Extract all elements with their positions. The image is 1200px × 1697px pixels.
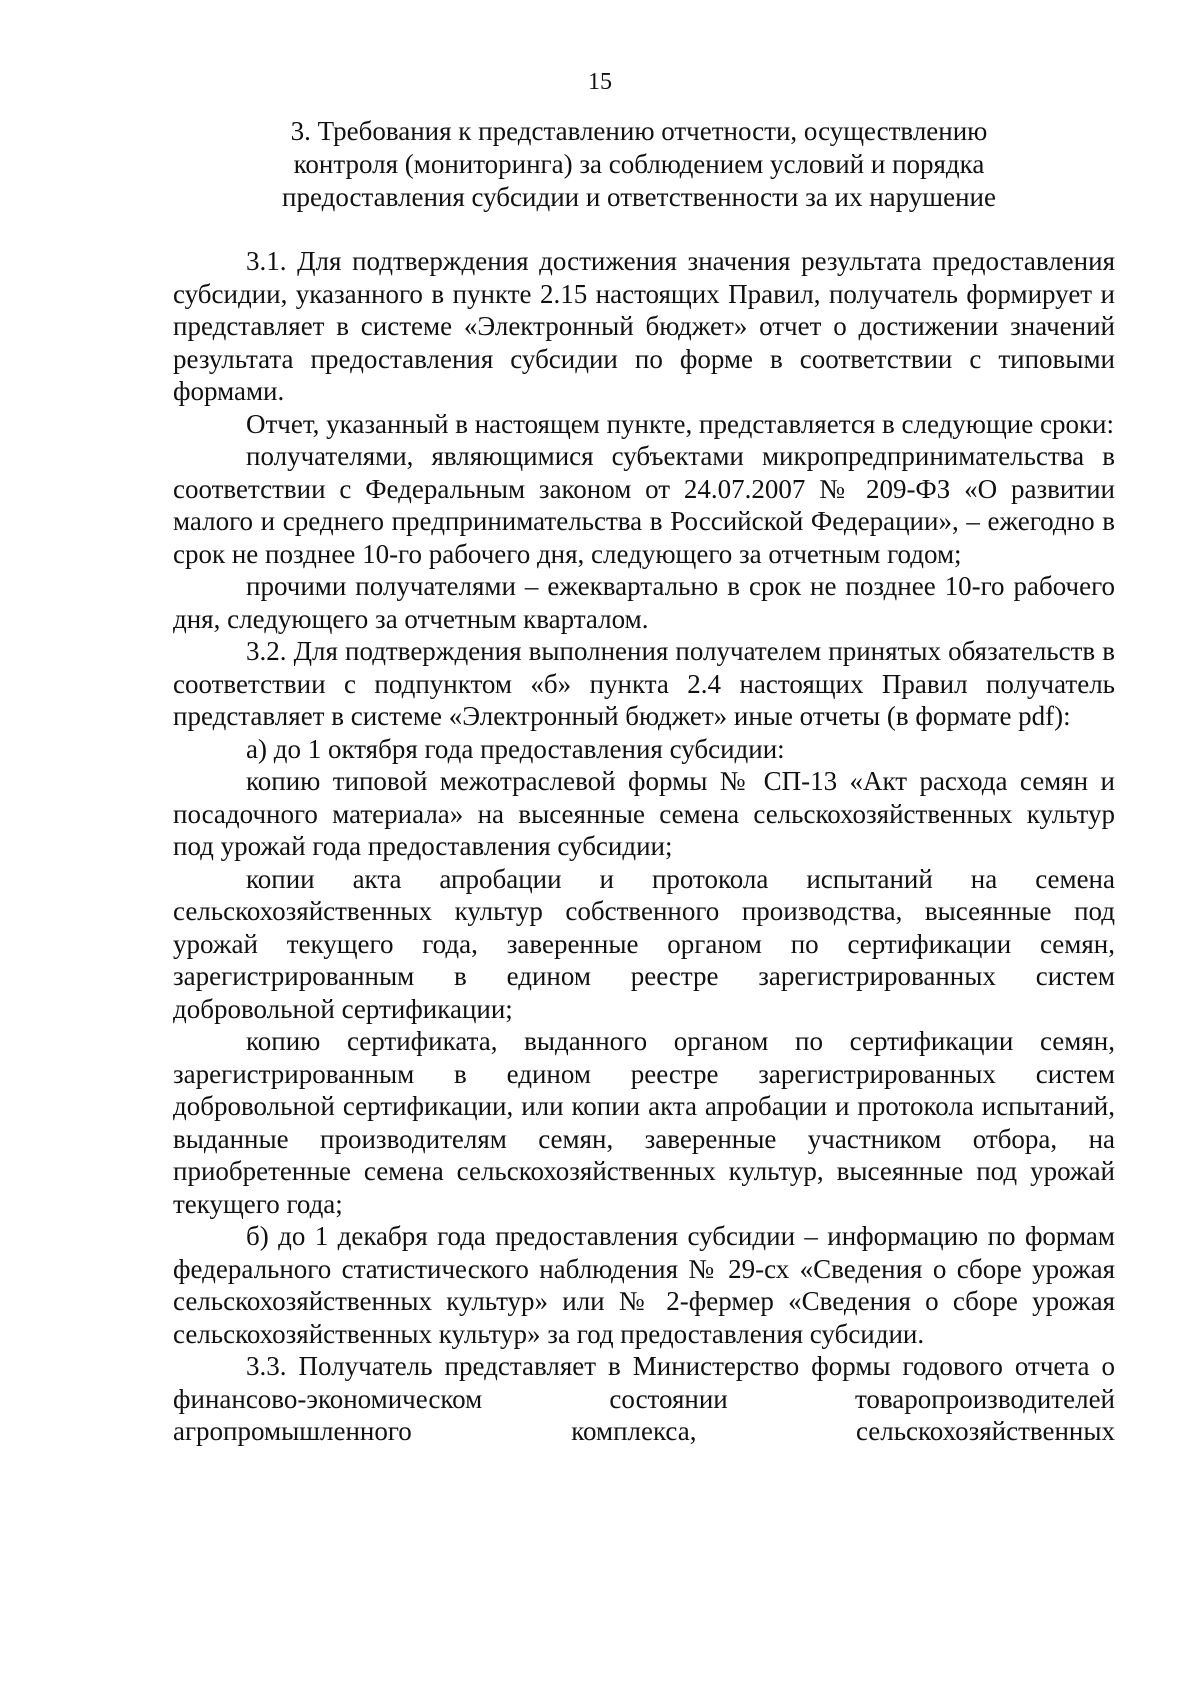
paragraph-micro-enterprise-recipients: получателями, являющимися субъектами микропредпринимательства в соответствии с Федеральным законом от 24.07.2007 № 209-ФЗ «О развитии малого и среднего предпринимательства в Российской Федерации», – ежегодно в срок не позднее 10-го рабочего дня, следующего за отчетным годом;: [173, 441, 1115, 569]
paragraph-sp13-form: копию типовой межотраслевой формы № СП-13 «Акт расхода семян и посадочного материала» на высеянные семена сельскохозяйственных культур под урожай года предоставления субсидии;: [173, 766, 1115, 861]
section-heading-line: предоставления субсидии и ответственности за их нарушение: [282, 182, 996, 212]
section-heading: [170, 115, 1108, 214]
section-heading-line: 3. Требования к представлению отчетности, осуществлению: [290, 116, 988, 146]
paragraph-item-a: а) до 1 октября года предоставления субсидии:: [246, 733, 785, 764]
section-heading-line: контроля (мониторинга) за соблюдением условий и порядка: [293, 149, 985, 179]
paragraph-approbation-act: копии акта апробации и протокола испытаний на семена сельскохозяйственных культур собственного производства, высеянные под урожай текущего года, заверенные органом по сертификации семян, зарегистрированным в едином реестре зарегистрированных систем добровольной сертификации;: [173, 863, 1115, 1024]
paragraph-3-2: 3.2. Для подтверждения выполнения получателем принятых обязательств в соответствии с подпунктом «б» пункта 2.4 настоящих Правил получатель представляет в системе «Электронный бюджет» иные отчеты (в формате pdf):: [173, 636, 1115, 731]
paragraph-report-deadlines: Отчет, указанный в настоящем пункте, представляется в следующие сроки:: [246, 408, 1115, 439]
paragraph-3-1: 3.1. Для подтверждения достижения значения результата предоставления субсидии, указанного в пункте 2.15 настоящих Правил, получатель формирует и представляет в системе «Электронный бюджет» отчет о достижении значений результата предоставления субсидии по форме в соответствии с типовыми формами.: [173, 246, 1115, 406]
paragraph-3-3: 3.3. Получатель представляет в Министерство формы годового отчета о финансово-экономическом состоянии товаропроизводителей агропромышленного комплекса, сельскохозяйственных: [173, 1351, 1115, 1446]
paragraph-certificate-copy: копию сертификата, выданного органом по сертификации семян, зарегистрированным в едином реестре зарегистрированных систем добровольной сертификации, или копии акта апробации и протокола испытаний, выданные производителям семян, заверенные участником отбора, на приобретенные семена сельскохозяйственных культур, высеянные под урожай текущего года;: [173, 1026, 1115, 1219]
paragraph-item-b: б) до 1 декабря года предоставления субсидии – информацию по формам федерального статистического наблюдения № 29-сх «Сведения о сборе урожая сельскохозяйственных культур» или № 2-фермер «Сведения о сборе урожая сельскохозяйственных культур» за год предоставления субсидии.: [173, 1221, 1115, 1349]
page-number: 15: [588, 69, 612, 95]
paragraph-other-recipients: прочими получателями – ежеквартально в срок не позднее 10-го рабочего дня, следующего за отчетным кварталом.: [173, 571, 1115, 634]
document-body: [173, 245, 1115, 1448]
